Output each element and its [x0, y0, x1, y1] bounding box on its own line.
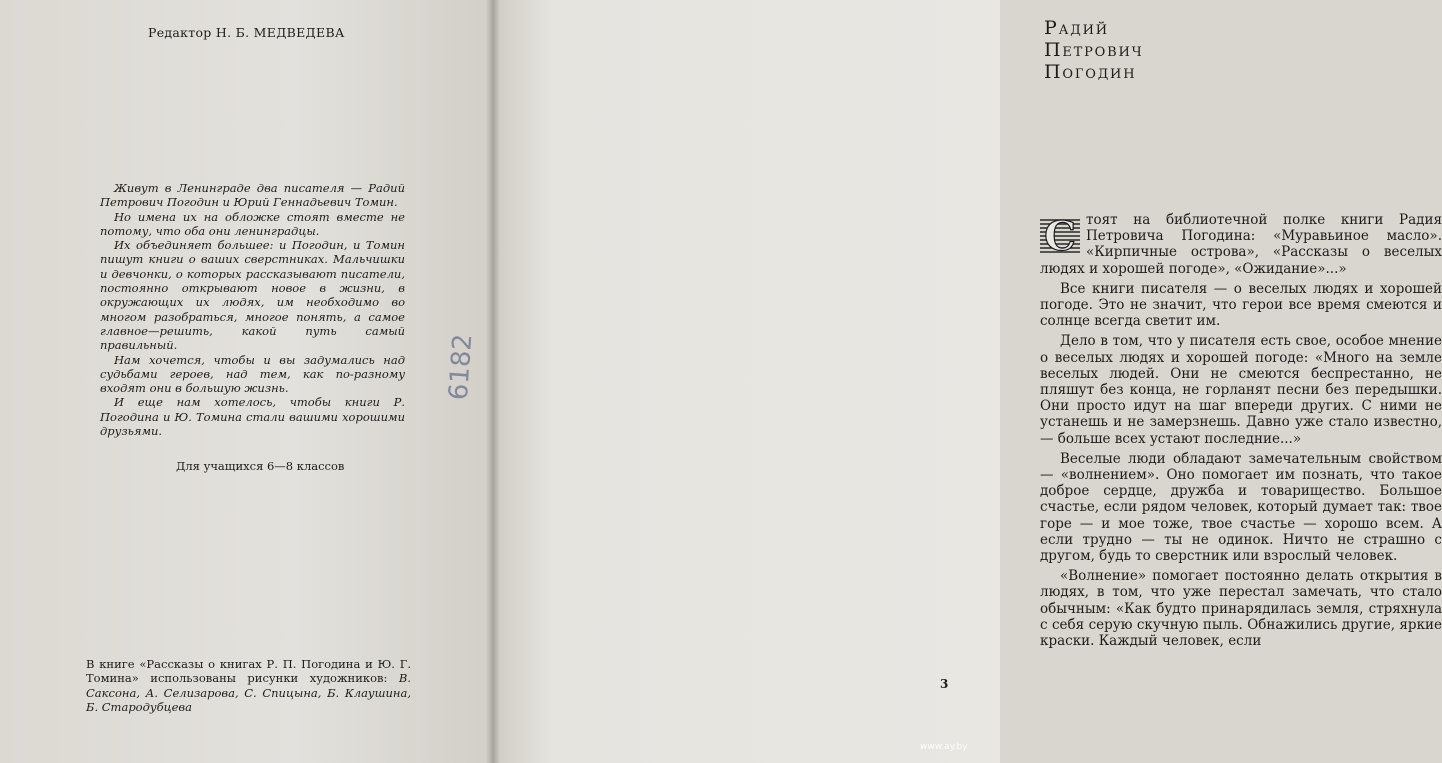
annotation-paragraph: И еще нам хотелось, чтобы книги Р. Погодина и Ю. Томина стали вашими хорошими друзьями.: [100, 395, 405, 439]
article-paragraph: «Волнение» помогает постоянно делать открытия в людях, в том, что уже перестал замечать, что стало обычным: «Как будто принарядилась земля, стряхнула с себя серую скучную пыль. Обнажились другие, яркие краски. Каждый человек, если: [1040, 568, 1442, 650]
article-paragraph: Веселые люди обладают замечательным свойством — «волнением». Оно помогает им познать, что такое доброе сердце, дружба и товарищество. Большое счастье, если рядом человек, который думает так: твое горе — и мое тоже, твое счастье — хорошо всем. А если трудно — ты не одинок. Ничто не страшно с другом, будь то сверстник или взрослый человек.: [1040, 450, 1442, 565]
left-page: [0, 0, 492, 763]
book-annotation: [100, 181, 405, 438]
handwritten-number: 6182: [443, 332, 479, 402]
drop-cap-letter: С: [1044, 213, 1076, 260]
credits-text: В книге «Рассказы о книгах Р. П. Погодина и Ю. Г. Томина» использованы рисунки художников:: [86, 657, 411, 686]
annotation-paragraph: Но имена их на обложке стоят вместе не потому, что оба они ленинградцы.: [100, 209, 405, 238]
paragraph-text: тоят на библиотечной полке книги Радия Петровича Погодина: «Муравьиное масло». «Кирпичные острова», «Рассказы о веселых людях и хорошей погоде», «Ожидание»...»: [1040, 212, 1442, 277]
annotation-paragraph: Живут в Ленинграде два писателя — Радий Петрович Погодин и Юрий Геннадьевич Томин.: [100, 181, 405, 210]
decorative-drop-cap-icon: [1040, 213, 1080, 260]
book-gutter: [486, 0, 500, 763]
illustrator-names: В. Саксона, А. Селизарова, С. Спицына, Б. Клаушина, Б. Стародубцева: [86, 671, 411, 714]
illustration-credits: [86, 657, 411, 714]
grade-range: Для учащихся 6—8 классов: [176, 459, 345, 473]
page-number: 3: [940, 677, 949, 691]
article-paragraph: Дело в том, что у писателя есть свое, особое мнение о веселых людях и хорошей погоде: «Много на земле веселых людей. Они не смеются беспрестанно, не пляшут без конца, не горланят песни без передышки. Они просто идут на шаг впереди других. С ними не устанешь и не замерзнешь. Давно уже стало известно, — больше всех устают последние...»: [1040, 333, 1442, 447]
article-paragraph: Все книги писателя — о веселых людях и хорошей погоде. Это не значит, что герои все время смеются и солнце всегда светит им.: [1040, 280, 1442, 330]
annotation-paragraph: Их объединяет большее: и Погодин, и Томин пишут книги о ваших сверстниках. Мальчишки и девчонки, о которых рассказывают писатели, постоянно открывают новое в жизни, в окружающих их людях, им необходимо во многом разобраться, многое понять, а самое главное—решить, какой путь самый правильный.: [100, 238, 405, 353]
drop-cap: [1040, 213, 1080, 260]
annotation-paragraph: Нам хочется, чтобы и вы задумались над судьбами героев, над тем, как по-разному входят они в большую жизнь.: [100, 352, 405, 396]
right-page: [492, 0, 1442, 763]
editor-credit: Редактор Н. Б. МЕДВЕДЕВА: [148, 25, 345, 40]
article-paragraph: [1040, 212, 1442, 277]
article-body: [1040, 212, 1442, 653]
author-heading: Радий Петрович Погодин: [1044, 17, 1144, 83]
site-watermark: www.ay.by: [920, 742, 968, 752]
